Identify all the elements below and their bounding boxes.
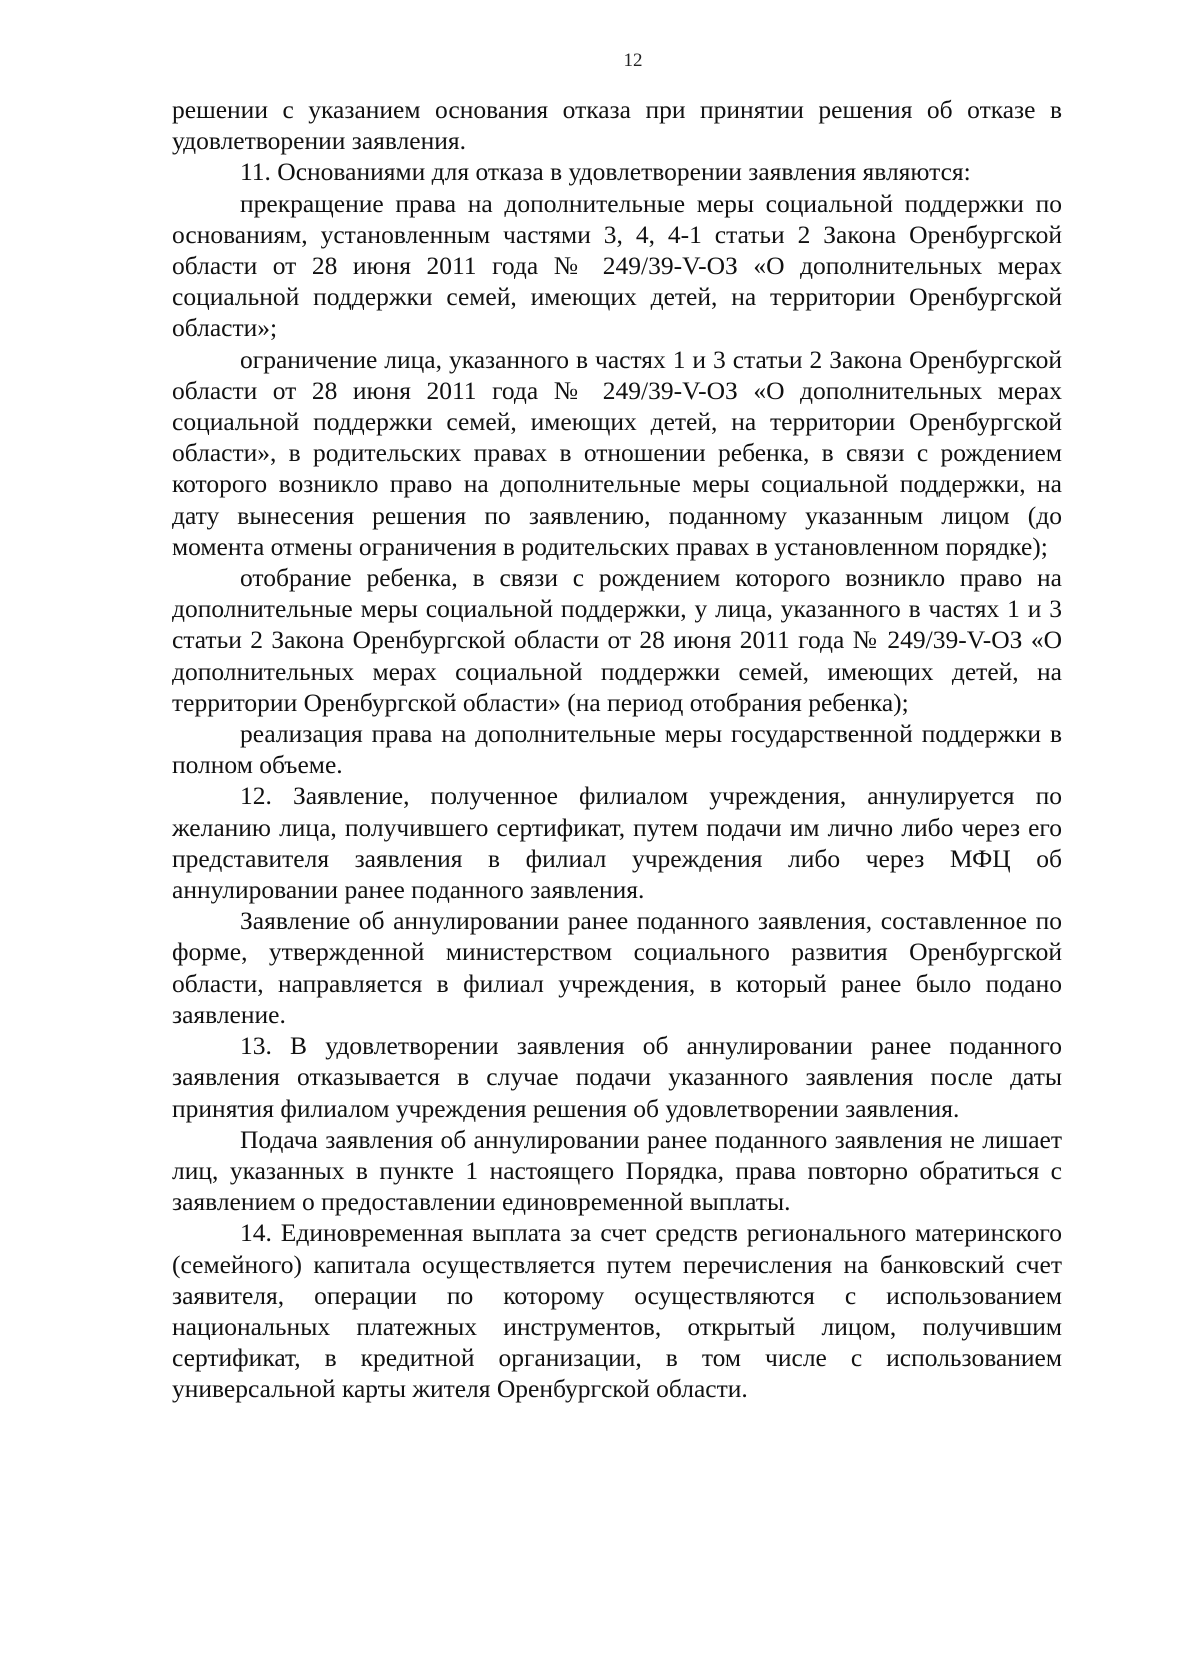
- paragraph-ground-restriction: ограничение лица, указанного в частях 1 и 3 статьи 2 Закона Оренбургской области от 28 июня 2011 года № 249/39-V-ОЗ «О дополнительных мерах социальной поддержки семей, имеющих детей, на территории Оренбургской области», в родительских правах в отношении ребенка, в связи с рождением которого возникло право на дополнительные меры социальной поддержки, на дату вынесения решения по заявлению, поданному указанным лицом (до момента отмены ограничения в родительских правах в установленном порядке);: [172, 344, 1062, 561]
- paragraph-ground-full-use: реализация права на дополнительные меры государственной поддержки в полном объеме.: [172, 719, 1062, 780]
- document-body: [172, 94, 1062, 1405]
- paragraph-ground-termination: прекращение права на дополнительные меры социальной поддержки по основаниям, установленным частями 3, 4, 4-1 статьи 2 Закона Оренбургской области от 28 июня 2011 года № 249/39-V-ОЗ «О дополнительных мерах социальной поддержки семей, имеющих детей, на территории Оренбургской области»;: [172, 188, 1062, 343]
- paragraph-clause-14: 14. Единовременная выплата за счет средств регионального материнского (семейного) капитала осуществляется путем перечисления на банковский счет заявителя, операции по которому осуществляются с использованием национальных платежных инструментов, открытый лицом, получившим сертификат, в кредитной организации, в том числе с использованием универсальной карты жителя Оренбургской области.: [172, 1218, 1062, 1404]
- paragraph-continuation: решении с указанием основания отказа при принятии решения об отказе в удовлетворении заявления.: [172, 95, 1062, 156]
- paragraph-repeat-application: Подача заявления об аннулировании ранее поданного заявления не лишает лиц, указанных в пункте 1 настоящего Порядка, права повторно обратиться с заявлением о предоставлении единовременной выплаты.: [172, 1124, 1062, 1217]
- paragraph-ground-removal: отобрание ребенка, в связи с рождением которого возникло право на дополнительные меры социальной поддержки, у лица, указанного в частях 1 и 3 статьи 2 Закона Оренбургской области от 28 июня 2011 года № 249/39-V-ОЗ «О дополнительных мерах социальной поддержки семей, имеющих детей, на территории Оренбургской области» (на период отобрания ребенка);: [172, 563, 1062, 717]
- paragraph-annulment-form: Заявление об аннулировании ранее поданного заявления, составленное по форме, утвержденной министерством социального развития Оренбургской области, направляется в филиал учреждения, в который ранее было подано заявление.: [172, 906, 1062, 1029]
- page-number: 12: [623, 50, 643, 71]
- paragraph-clause-11: 11. Основаниями для отказа в удовлетворении заявления являются:: [240, 157, 971, 187]
- paragraph-clause-13: 13. В удовлетворении заявления об аннулировании ранее поданного заявления отказывается в случае подачи указанного заявления после даты принятия филиалом учреждения решения об удовлетворении заявления.: [172, 1031, 1062, 1123]
- paragraph-clause-12: 12. Заявление, полученное филиалом учреждения, аннулируется по желанию лица, получившего сертификат, путем подачи им лично либо через его представителя заявления в филиал учреждения либо через МФЦ об аннулировании ранее поданного заявления.: [172, 781, 1062, 905]
